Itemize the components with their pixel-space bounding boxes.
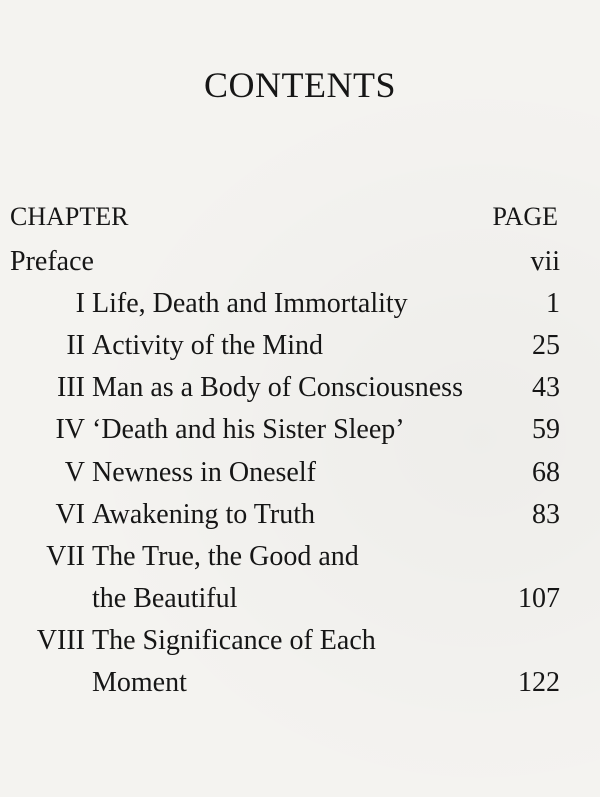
chapter-page: 83 <box>532 499 560 530</box>
page-column-header: PAGE <box>492 202 558 231</box>
toc-entry <box>0 536 600 578</box>
chapter-title-line-1: The True, the Good and <box>92 541 359 572</box>
chapter-number: III <box>57 372 85 403</box>
chapter-title: Man as a Body of Consciousness <box>92 372 463 403</box>
chapter-title: Newness in Oneself <box>92 457 316 488</box>
chapter-number: VIII <box>36 625 85 656</box>
chapter-number: VI <box>55 499 85 530</box>
toc-entry-continuation <box>0 578 600 620</box>
toc-entry <box>0 494 600 536</box>
toc-entry <box>0 409 600 451</box>
toc-entry <box>0 620 600 662</box>
chapter-page: 25 <box>532 330 560 361</box>
chapter-page: 107 <box>518 583 560 614</box>
chapter-title: Activity of the Mind <box>92 330 323 361</box>
chapter-title-line-1: The Significance of Each <box>92 625 376 656</box>
chapter-page: 1 <box>546 288 560 319</box>
preface-title: Preface <box>10 246 94 277</box>
preface-row <box>0 241 600 283</box>
preface-page: vii <box>530 246 560 277</box>
chapter-number: II <box>66 330 85 361</box>
toc-entry <box>0 367 600 409</box>
chapter-title-line-2: the Beautiful <box>92 583 238 614</box>
chapter-title-line-2: Moment <box>92 667 187 698</box>
chapter-page: 122 <box>518 667 560 698</box>
toc-entry-continuation <box>0 662 600 704</box>
chapter-number: VII <box>46 541 85 572</box>
chapter-title: Life, Death and Immortality <box>92 288 408 319</box>
chapter-title: Awakening to Truth <box>92 499 316 530</box>
toc-entry <box>0 452 600 494</box>
chapter-page: 43 <box>532 372 560 403</box>
chapter-title: ‘Death and his Sister Sleep’ <box>92 414 405 445</box>
chapter-number: I <box>75 288 85 319</box>
chapter-page: 59 <box>532 414 560 445</box>
chapter-page: 68 <box>532 457 560 488</box>
chapter-number: IV <box>55 414 85 445</box>
toc-entry <box>0 325 600 367</box>
toc-entry <box>0 283 600 325</box>
contents-heading: CONTENTS <box>204 65 396 105</box>
chapter-number: V <box>64 457 85 488</box>
chapter-column-header: CHAPTER <box>10 202 129 231</box>
